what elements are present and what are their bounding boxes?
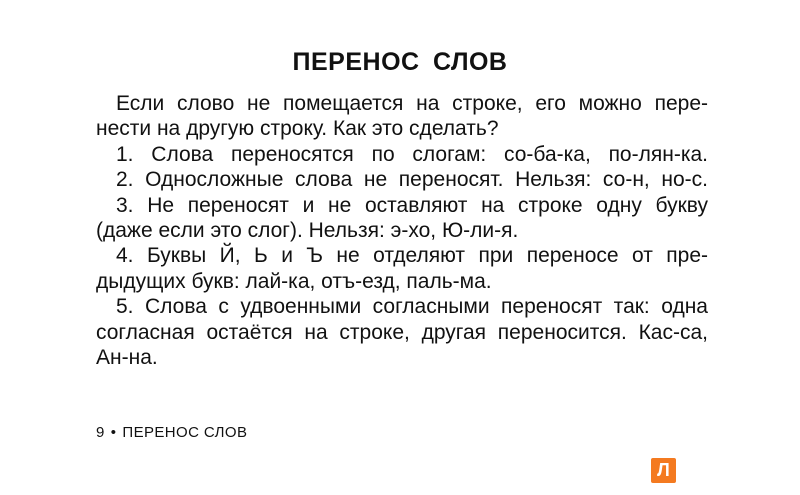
rule-5-line-2: согласная остаётся на строке, другая переносится. Кас-са, xyxy=(96,320,708,344)
rule-5-line-3: Ан-на. xyxy=(96,346,158,370)
publisher-logo-icon xyxy=(651,458,676,483)
bullet-separator: • xyxy=(110,424,117,441)
rule-5-line-1: 5. Слова с удвоенными согласными переносят так: одна xyxy=(116,295,708,319)
rule-3-line-2: (даже если это слог). Нельзя: э-хо, Ю-ли-я. xyxy=(96,219,519,243)
rule-4-line-2: дыдущих букв: лай-ка, отъ-езд, паль-ма. xyxy=(96,269,492,293)
page-number: 9 xyxy=(96,424,105,441)
body-text xyxy=(96,91,708,370)
rule-3-line-1: 3. Не переносят и не оставляют на строке одну букву xyxy=(116,193,708,217)
page-title: ПЕРЕНОС СЛОВ xyxy=(292,48,508,76)
intro-line-1: Если слово не помещается на строке, его можно пере- xyxy=(116,92,708,115)
rule-1: 1. Слова переносятся по слогам: со-ба-ка, по-лян-ка. xyxy=(116,142,708,166)
logo-glyph: Л xyxy=(657,460,670,480)
rule-4-line-1: 4. Буквы Й, Ь и Ъ не отделяют при переносе от пре- xyxy=(116,244,708,268)
section-name: ПЕРЕНОС СЛОВ xyxy=(122,424,248,441)
page-footer xyxy=(96,423,247,443)
intro-line-2: нести на другую строку. Как это сделать? xyxy=(96,117,499,141)
rule-2: 2. Односложные слова не переносят. Нельзя: со-н, но-с. xyxy=(116,168,708,192)
